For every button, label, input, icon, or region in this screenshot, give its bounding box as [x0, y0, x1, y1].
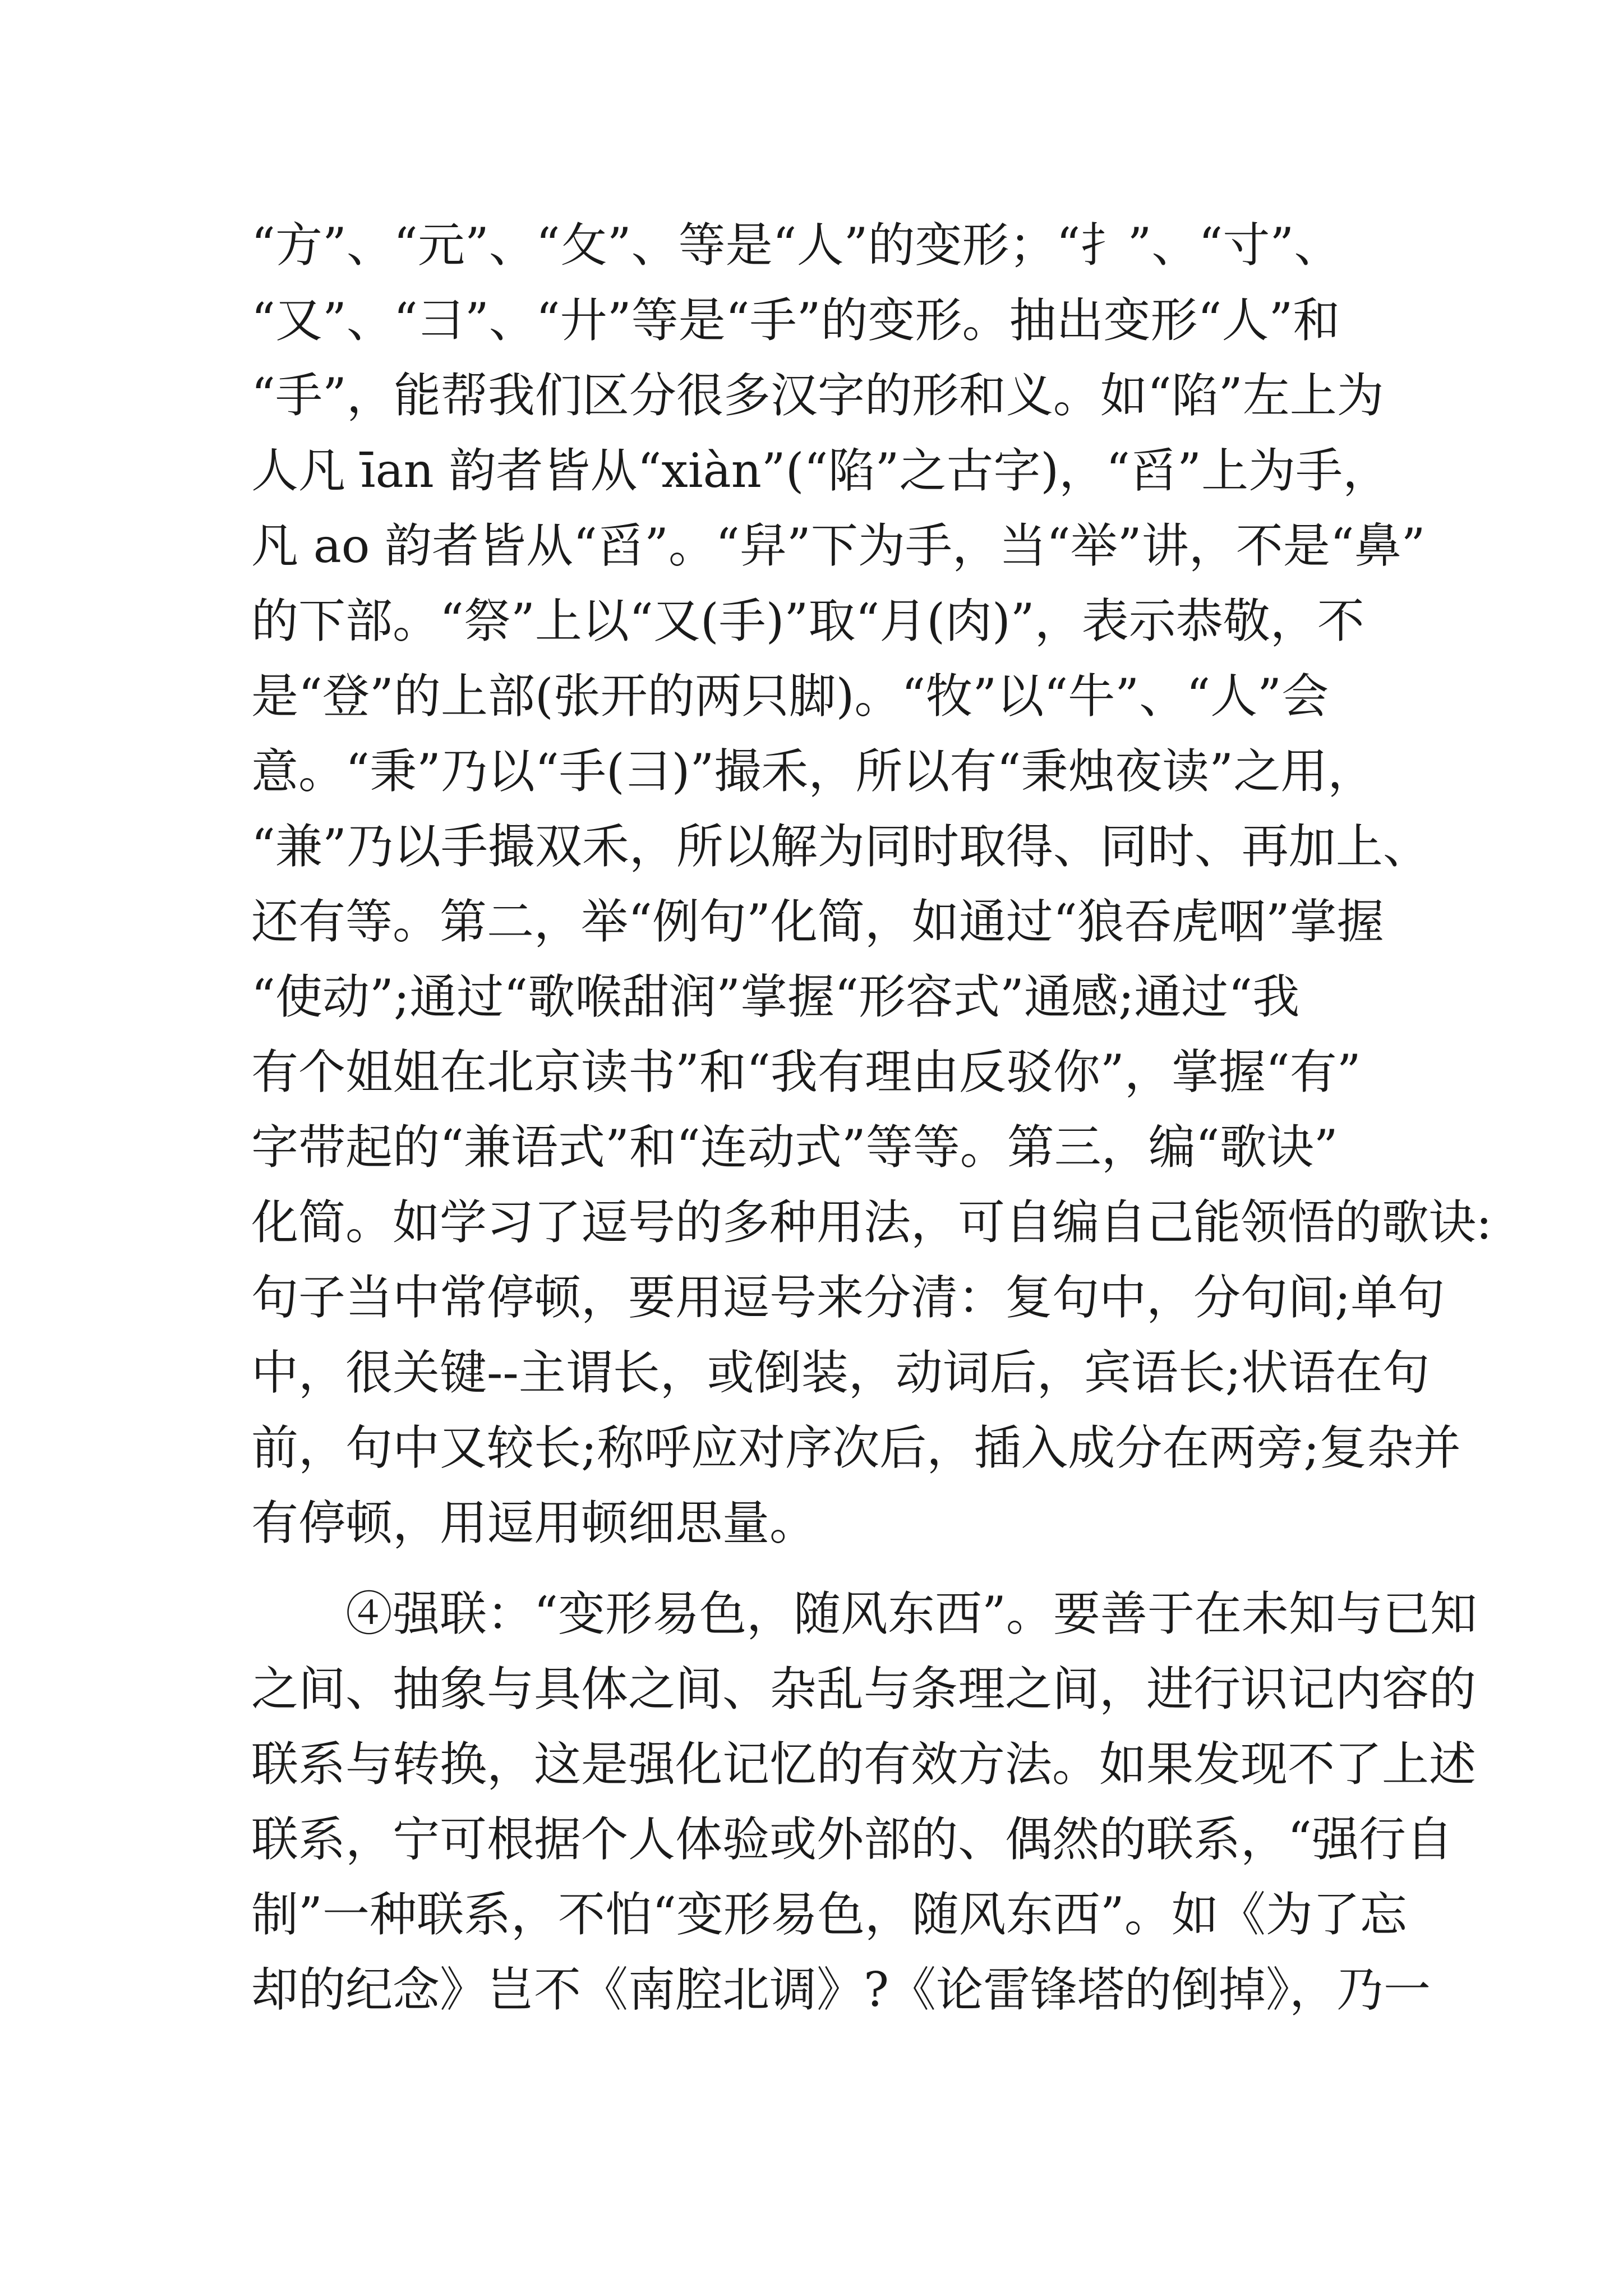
- text-line: “又”、“彐”、“廾”等是“手”的变形。抽出变形“人”和: [251, 293, 1340, 348]
- text-line: “兼”乃以手撮双禾，所以解为同时取得、同时、再加上、: [251, 819, 1430, 874]
- paragraph-spacer: [251, 1561, 1423, 1576]
- text-line: 还有等。第二，举“例句”化简，如通过“狼吞虎咽”掌握: [251, 894, 1384, 949]
- text-line: 是“登”的上部(张开的两只脚)。“牧”以“牛”、“人”会: [251, 669, 1329, 724]
- text-line: 句子当中常停顿，要用逗号来分清：复句中，分句间;单句: [251, 1270, 1445, 1325]
- text-line: 凡 ao 韵者皆从“舀”。“舁”下为手，当“举”讲，不是“鼻”: [251, 518, 1426, 573]
- text-line: “方”、“元”、“攵”、等是“人”的变形；“扌”、“寸”、: [251, 218, 1341, 273]
- paragraph: [251, 208, 1492, 1561]
- text-line: 字带起的“兼语式”和“连动式”等等。第三，编“歌诀”: [251, 1120, 1338, 1175]
- text-line: ④强联：“变形易色，随风东西”。要善于在未知与已知: [345, 1586, 1477, 1641]
- text-line: 却的纪念》岂不《南腔北调》?《论雷锋塔的倒掉》，乃一: [251, 1962, 1431, 2017]
- text-line: 制”一种联系，不怕“变形易色，随风东西”。如《为了忘: [251, 1887, 1407, 1942]
- text-line: 意。“秉”乃以“手(彐)”撮禾，所以有“秉烛夜读”之用，: [251, 744, 1375, 799]
- paragraph: [251, 1576, 1477, 2027]
- text-line: 有个姐姐在北京读书”和“我有理由反驳你”，掌握“有”: [251, 1045, 1361, 1099]
- text-line: “使动”;通过“歌喉甜润”掌握“形容式”通感;通过“我: [251, 969, 1300, 1024]
- text-line: 联系，宁可根据个人体验或外部的、偶然的联系，“强行自: [251, 1812, 1453, 1867]
- text-line: 有停顿，用逗用顿细思量。: [251, 1496, 817, 1550]
- body-text: [251, 208, 1492, 2027]
- text-line: 之间、抽象与具体之间、杂乱与条理之间，进行识记内容的: [251, 1662, 1477, 1717]
- text-line: “手”，能帮我们区分很多汉字的形和义。如“陷”左上为: [251, 368, 1384, 423]
- text-line: 前，句中又较长;称呼应对序次后，插入成分在两旁;复杂并: [251, 1420, 1461, 1475]
- text-line: 化简。如学习了逗号的多种用法，可自编自己能领悟的歌诀:: [251, 1195, 1492, 1250]
- text-line: 的下部。“祭”上以“又(手)”取“月(肉)”，表示恭敬，不: [251, 593, 1364, 648]
- text-line: 中，很关键--主谓长，或倒装，动词后，宾语长;状语在句: [251, 1345, 1430, 1400]
- text-line: 联系与转换，这是强化记忆的有效方法。如果发现不了上述: [251, 1737, 1477, 1792]
- text-line: 人凡 īan 韵者皆从“xiàn”(“陷”之古字)，“舀”上为手，: [251, 443, 1390, 498]
